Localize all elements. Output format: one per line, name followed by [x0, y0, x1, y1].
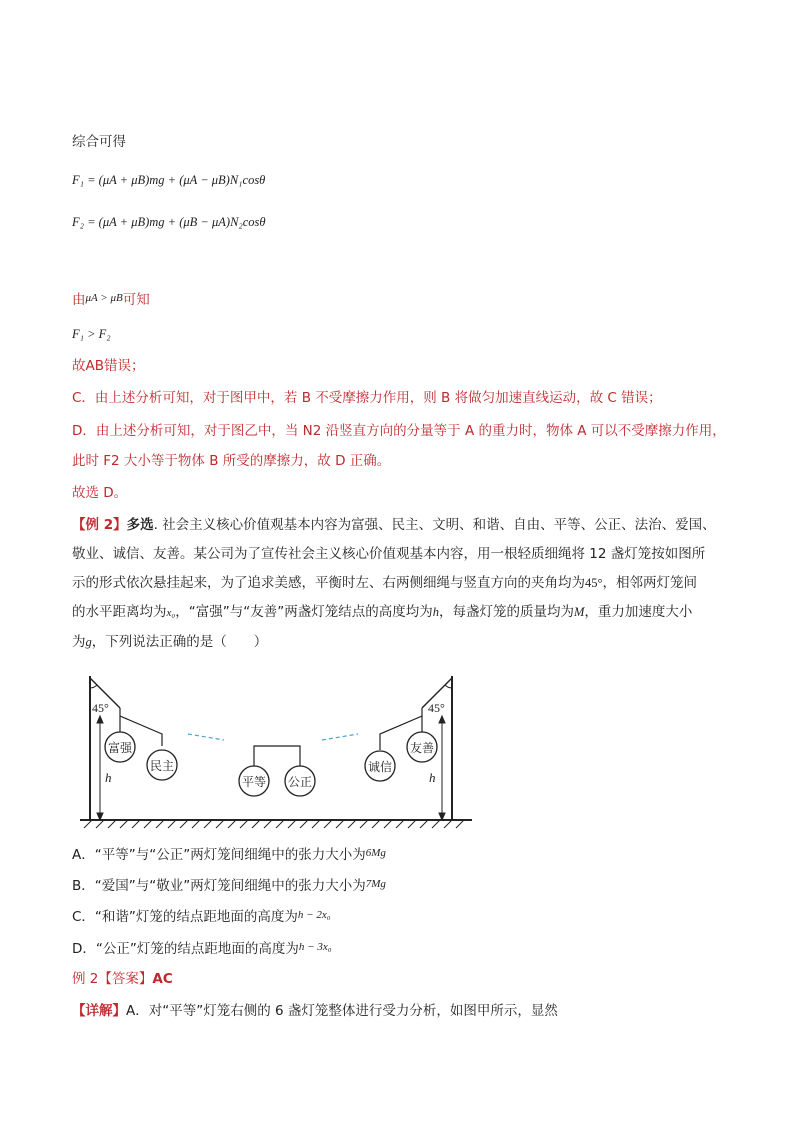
- detail-line: [72, 1001, 558, 1021]
- option-a-math: 6Mg: [365, 847, 386, 859]
- question-line5a: 为: [72, 634, 86, 650]
- from-prefix: 由: [72, 292, 86, 308]
- option-d: [72, 937, 332, 959]
- lantern-gongzheng: [285, 766, 315, 796]
- m-symbol: M: [573, 605, 585, 619]
- lantern-youshan: [407, 732, 437, 762]
- ab-wrong: 故AB错误；: [72, 358, 145, 374]
- lantern-fuqiang: [105, 732, 135, 762]
- lantern-label: 诚信: [367, 760, 393, 774]
- lantern-label: 友善: [409, 741, 435, 755]
- f1-gt-f2: F₁ > F₂: [72, 327, 111, 341]
- answer-prefix: 例 2【答案】: [72, 971, 153, 987]
- question-line1: . 社会主义核心价值观基本内容为富强、民主、文明、和谐、自由、平等、公正、法治、爱国、: [153, 517, 716, 533]
- lantern-label: 公正: [287, 775, 313, 789]
- lantern-label: 富强: [107, 741, 133, 755]
- option-b: [72, 874, 386, 896]
- option-d-analysis-line2: 此时 F2 大小等于物体 B 所受的摩擦力，故 D 正确。: [72, 453, 391, 469]
- lantern-minzhu: [147, 750, 177, 780]
- right-dashed-rope: [322, 734, 358, 740]
- x0-symbol: x₀: [166, 607, 176, 619]
- question-line2: 敬业、诚信、友善。某公司为了宣传社会主义核心价值观基本内容，用一根轻质细绳将 12 盏灯笼按如图所: [72, 546, 706, 562]
- summary-heading: 综合可得: [72, 134, 126, 150]
- detail-text: A．对“平等”灯笼右侧的 6 盏灯笼整体进行受力分析，如图甲所示，显然: [126, 1003, 558, 1019]
- option-d-analysis-line1: D．由上述分析可知，对于图乙中，当 N2 沿竖直方向的分量等于 A 的重力时，物体 A 可以不受摩擦力作用，: [72, 423, 726, 439]
- formula-f1: F₁ = (μA + μB)mg + (μA − μB)N₁cosθ: [72, 173, 266, 187]
- option-d-text: D．“公正”灯笼的结点距地面的高度为: [72, 941, 299, 957]
- left-dashed-rope: [188, 734, 224, 740]
- lantern-diagram: [76, 674, 476, 830]
- question-line4a: 的水平距离均为: [72, 604, 167, 620]
- right-angle-label: 45°: [428, 701, 445, 715]
- left-height-label: h: [105, 770, 112, 785]
- lantern-label: 平等: [241, 775, 267, 789]
- right-angle-arc: [445, 685, 452, 688]
- mu-compare: μA > μB: [85, 292, 123, 304]
- option-c-math: h − 2x₀: [297, 909, 331, 921]
- question-line3b: ，相邻两灯笼间: [602, 575, 697, 591]
- answer-line: [72, 969, 173, 989]
- answer-value: AC: [152, 971, 173, 987]
- mu-condition: [72, 288, 150, 310]
- center-rope: [254, 746, 300, 768]
- example2-question: [72, 511, 722, 657]
- lantern-pingdeng: [239, 766, 269, 796]
- ground-hatch: [84, 820, 464, 828]
- right-height-arrow: [439, 716, 445, 820]
- option-c: [72, 905, 331, 927]
- option-a-text: A．“平等”与“公正”两灯笼间细绳中的张力大小为: [72, 847, 366, 863]
- example-tag: 【例 2】: [72, 517, 127, 533]
- formula-f2: F₂ = (μA + μB)mg + (μB − μA)N₂cosθ: [72, 215, 266, 229]
- question-line5b: ，下列说法正确的是（ ）: [91, 634, 268, 650]
- h-symbol: h: [432, 605, 439, 619]
- left-angle-label: 45°: [92, 701, 109, 715]
- right-height-label: h: [429, 770, 436, 785]
- from-suffix: 可知: [122, 292, 150, 308]
- option-b-math: 7Mg: [365, 878, 386, 890]
- question-line3a: 示的形式依次悬挂起来，为了追求美感，平衡时左、右两侧细绳与竖直方向的夹角均为: [72, 575, 585, 591]
- option-c-text: C．“和谐”灯笼的结点距地面的高度为: [72, 909, 298, 925]
- g-symbol: g: [85, 635, 92, 649]
- choose-d: 故选 D。: [72, 485, 128, 501]
- option-d-math: h − 3x₀: [298, 941, 332, 953]
- option-b-text: B．“爱国”与“敬业”两灯笼间细绳中的张力大小为: [72, 878, 366, 894]
- question-line4c: ，每盏灯笼的质量均为: [438, 604, 574, 620]
- angle-value: 45°: [585, 576, 603, 590]
- left-height-arrow: [97, 716, 103, 820]
- left-angle-arc: [90, 685, 97, 688]
- detail-tag: 【详解】: [72, 1003, 126, 1019]
- question-line4b: ，“富强”与“友善”两盏灯笼结点的高度均为: [175, 604, 433, 620]
- option-c-analysis: C．由上述分析可知，对于图甲中，若 B 不受摩擦力作用，则 B 将做匀加速直线运动，故 C 错误；: [72, 390, 662, 406]
- lantern-chengxin: [365, 751, 395, 781]
- lantern-label: 民主: [149, 759, 175, 773]
- option-a: [72, 843, 386, 865]
- question-type: 多选: [126, 517, 154, 533]
- question-line4d: ，重力加速度大小: [584, 604, 693, 620]
